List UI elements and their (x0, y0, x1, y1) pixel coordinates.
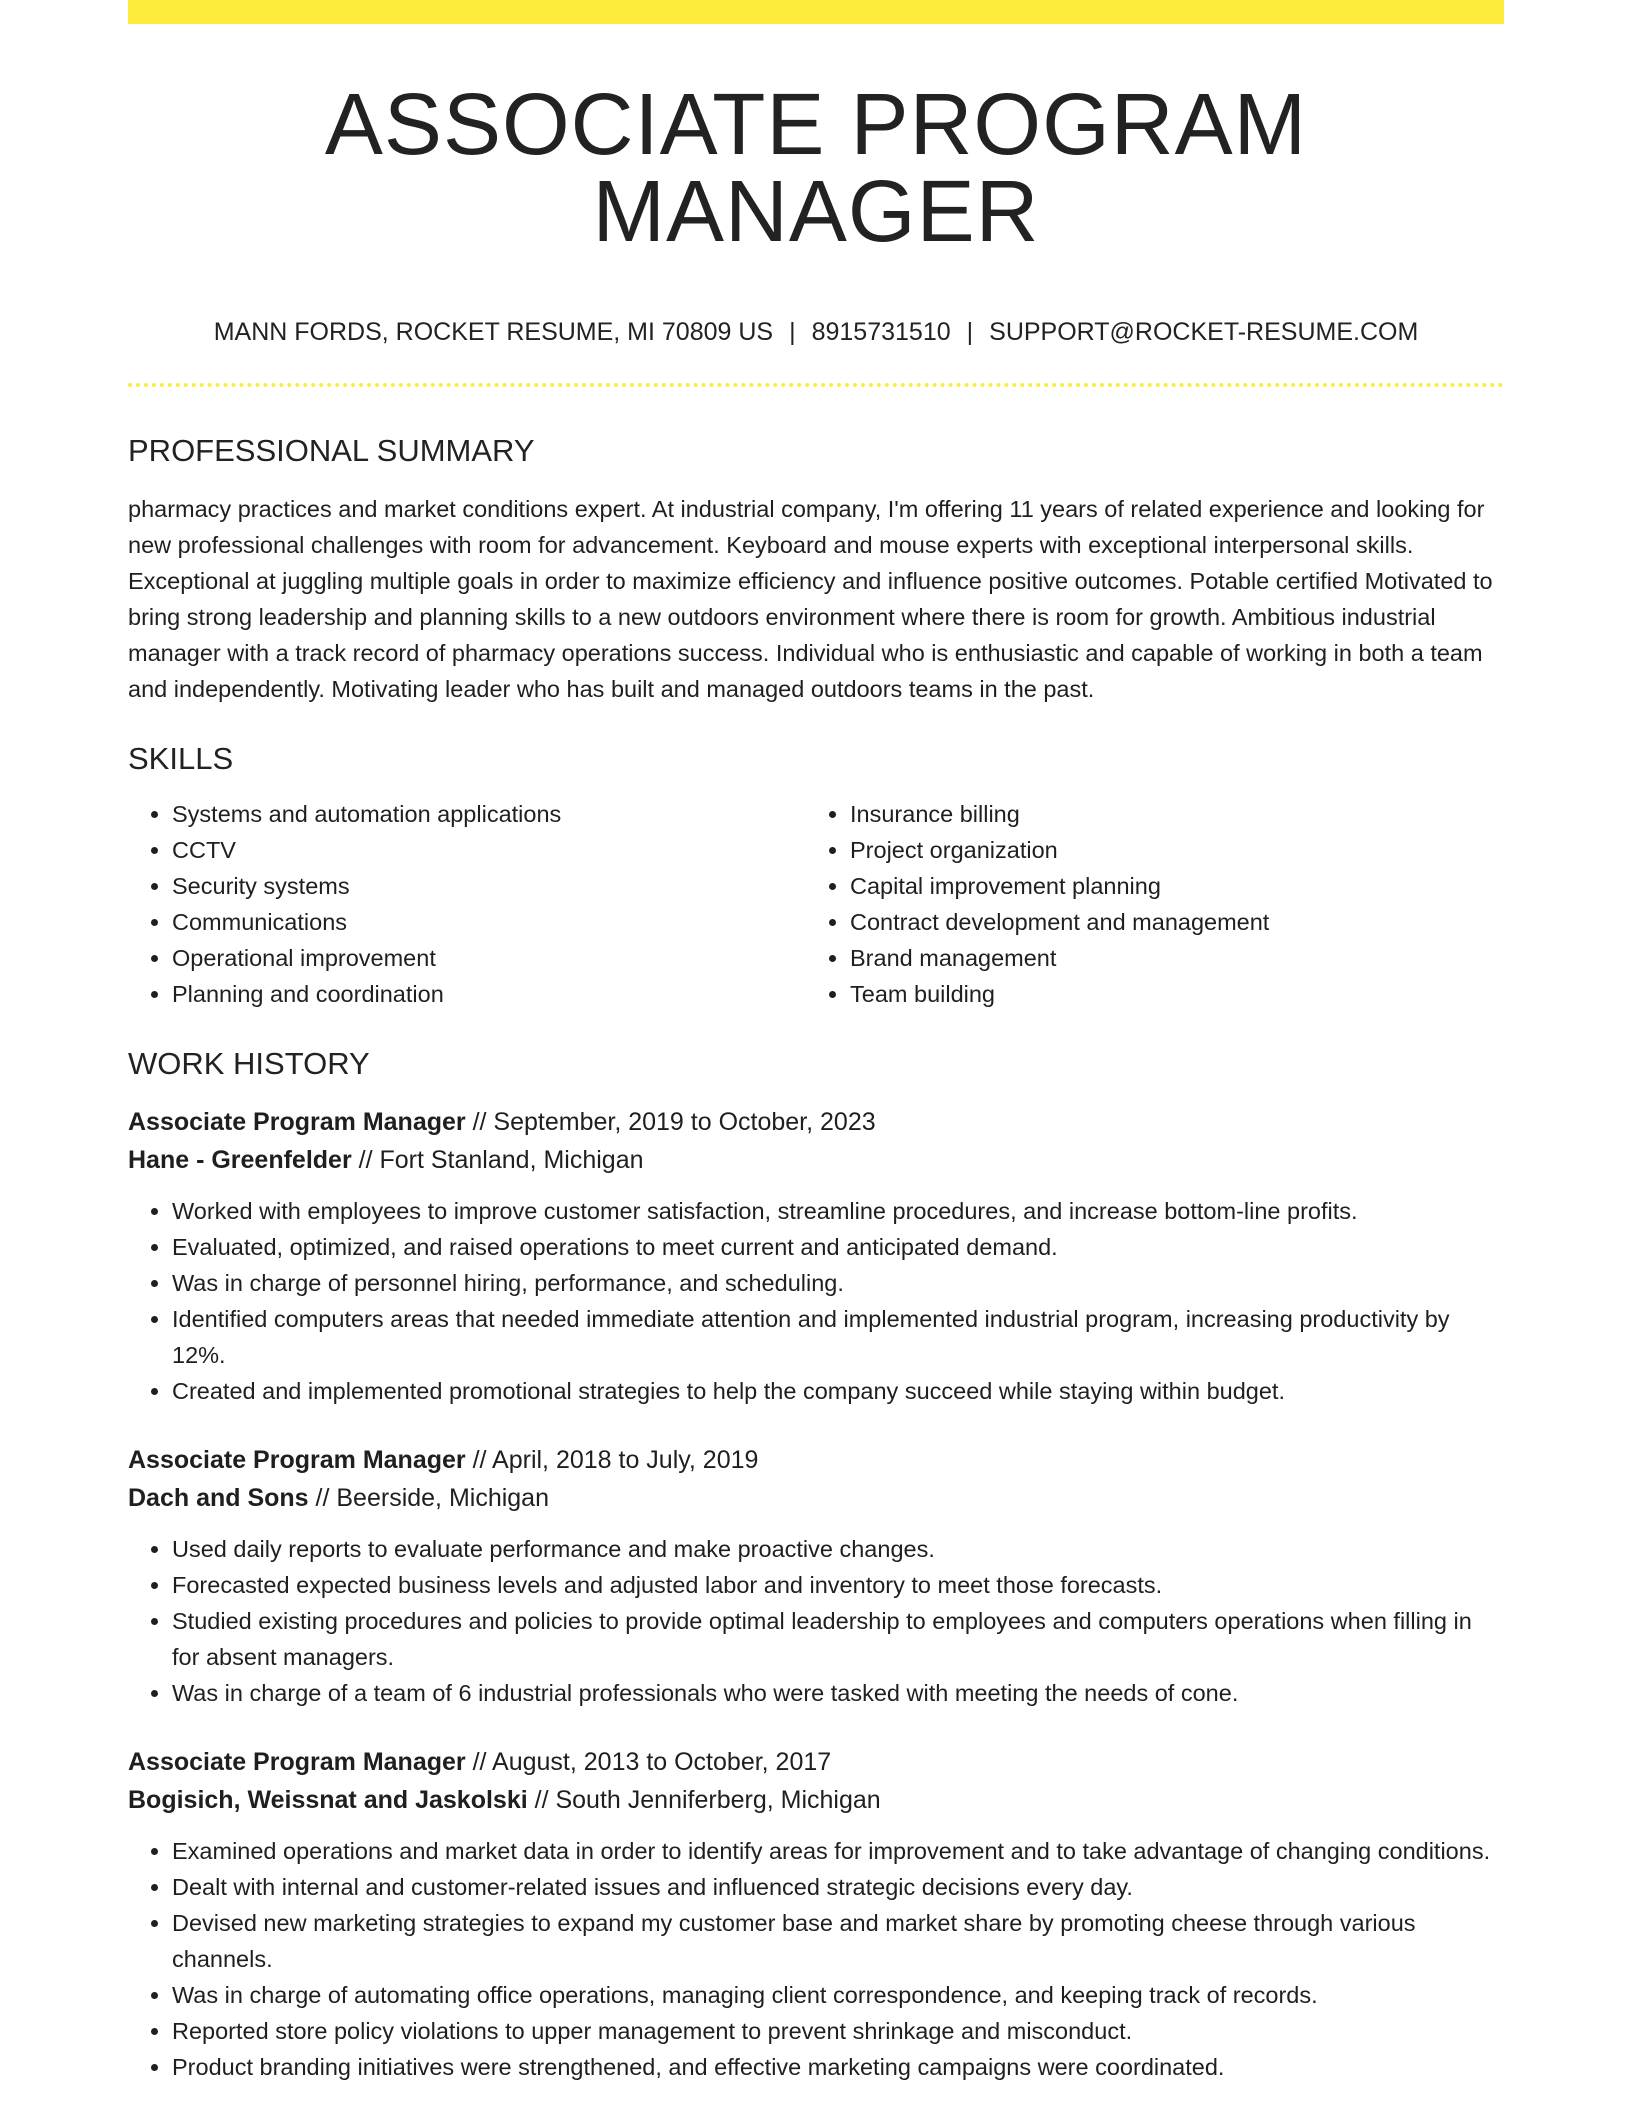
job-bullet: • Was in charge of automating office operations, managing client correspondence, and keeping track of records. (172, 1977, 1504, 2013)
skill-item: • Operational improvement (172, 940, 806, 976)
job-company: Hane - Greenfelder (128, 1146, 352, 1174)
job-bullet: • Product branding initiatives were strengthened, and effective marketing campaigns were coordinated. (172, 2049, 1504, 2085)
job-company: Dach and Sons (128, 1484, 309, 1512)
skills-columns (128, 796, 1504, 1012)
job-bullet: • Studied existing procedures and policies to provide optimal leadership to employees and computers operations when filling in for absent managers. (172, 1603, 1504, 1675)
accent-bar (128, 0, 1504, 24)
job-bullet: • Identified computers areas that needed immediate attention and implemented industrial program, increasing productivity by 12%. (172, 1301, 1504, 1373)
job-bullet: • Was in charge of a team of 6 industrial professionals who were tasked with meeting the needs of cone. (172, 1675, 1504, 1711)
job-dates: // April, 2018 to July, 2019 (472, 1446, 759, 1474)
skill-item: • Capital improvement planning (850, 868, 1528, 904)
job-bullet: • Devised new marketing strategies to expand my customer base and market share by promoting cheese through various channels. (172, 1905, 1504, 1977)
summary-section (128, 435, 1504, 707)
skills-right-list (806, 796, 1528, 1012)
contact-address: MANN FORDS, ROCKET RESUME, MI 70809 US (213, 318, 774, 346)
job-company-line (128, 1781, 1504, 1819)
skill-item: • Brand management (850, 940, 1528, 976)
work-history-section (128, 1048, 1504, 2085)
contact-separator: | (789, 318, 796, 346)
job-bullets (128, 1193, 1504, 1409)
job-location: // South Jenniferberg, Michigan (534, 1786, 881, 1814)
job-entry (128, 1743, 1504, 2085)
job-bullets (128, 1833, 1504, 2085)
contact-phone: 8915731510 (811, 318, 951, 346)
job-company-line (128, 1141, 1504, 1179)
job-bullets (128, 1531, 1504, 1711)
job-bullet: • Examined operations and market data in order to identify areas for improvement and to take advantage of changing conditions. (172, 1833, 1504, 1869)
job-company: Bogisich, Weissnat and Jaskolski (128, 1786, 528, 1814)
skill-item: • Communications (172, 904, 806, 940)
skill-item: • Project organization (850, 832, 1528, 868)
job-company-line (128, 1479, 1504, 1517)
work-history-heading: WORK HISTORY (128, 1046, 370, 1081)
job-entry (128, 1103, 1504, 1409)
job-entry (128, 1441, 1504, 1711)
resume-title: ASSOCIATE PROGRAM MANAGER (324, 76, 1308, 260)
resume-page (128, 0, 1504, 2085)
job-title: Associate Program Manager (128, 1748, 466, 1776)
summary-text: pharmacy practices and market conditions expert. At industrial company, I'm offering 11 years of related experience and looking for new professional challenges with room for advancement. Keyboard and mouse experts with exceptional interpersonal skills. Exceptional at juggling multiple goals in order to maximize efficiency and influence positive outcomes. Potable certified Motivated to bring strong leadership and planning skills to a new outdoors environment where there is room for growth. Ambitious industrial manager with a track record of pharmacy operations success. Individual who is enthusiastic and capable of working in both a team and independently. Motivating leader who has built and managed outdoors teams in the past. (128, 496, 1493, 702)
skill-item: • Team building (850, 976, 1528, 1012)
job-bullet: • Dealt with internal and customer-related issues and influenced strategic decisions every day. (172, 1869, 1504, 1905)
skills-heading: SKILLS (128, 741, 234, 776)
skills-section (128, 743, 1504, 1012)
skill-item: • CCTV (172, 832, 806, 868)
skills-left-list (128, 796, 806, 1012)
job-bullet: • Was in charge of personnel hiring, performance, and scheduling. (172, 1265, 1504, 1301)
job-bullet: • Created and implemented promotional strategies to help the company succeed while staying within budget. (172, 1373, 1504, 1409)
job-location: // Beerside, Michigan (315, 1484, 549, 1512)
job-dates: // September, 2019 to October, 2023 (472, 1108, 876, 1136)
skill-item: • Insurance billing (850, 796, 1528, 832)
summary-heading: PROFESSIONAL SUMMARY (128, 433, 535, 468)
job-title: Associate Program Manager (128, 1446, 466, 1474)
job-bullet: • Evaluated, optimized, and raised operations to meet current and anticipated demand. (172, 1229, 1504, 1265)
job-dates: // August, 2013 to October, 2017 (472, 1748, 832, 1776)
job-title: Associate Program Manager (128, 1108, 466, 1136)
job-title-line (128, 1441, 1504, 1479)
job-bullet: • Used daily reports to evaluate performance and make proactive changes. (172, 1531, 1504, 1567)
job-bullet: • Worked with employees to improve customer satisfaction, streamline procedures, and increase bottom-line profits. (172, 1193, 1504, 1229)
contact-line (128, 320, 1504, 345)
job-location: // Fort Stanland, Michigan (358, 1146, 644, 1174)
skill-item: • Systems and automation applications (172, 796, 806, 832)
job-bullet: • Reported store policy violations to upper management to prevent shrinkage and misconduct. (172, 2013, 1504, 2049)
contact-separator: | (966, 318, 974, 346)
skill-item: • Security systems (172, 868, 806, 904)
job-bullet: • Forecasted expected business levels and adjusted labor and inventory to meet those forecasts. (172, 1567, 1504, 1603)
job-title-line (128, 1103, 1504, 1141)
job-title-line (128, 1743, 1504, 1781)
skill-item: • Planning and coordination (172, 976, 806, 1012)
contact-email: SUPPORT@ROCKET-RESUME.COM (989, 318, 1419, 346)
skill-item: • Contract development and management (850, 904, 1528, 940)
dotted-divider (128, 383, 1504, 387)
